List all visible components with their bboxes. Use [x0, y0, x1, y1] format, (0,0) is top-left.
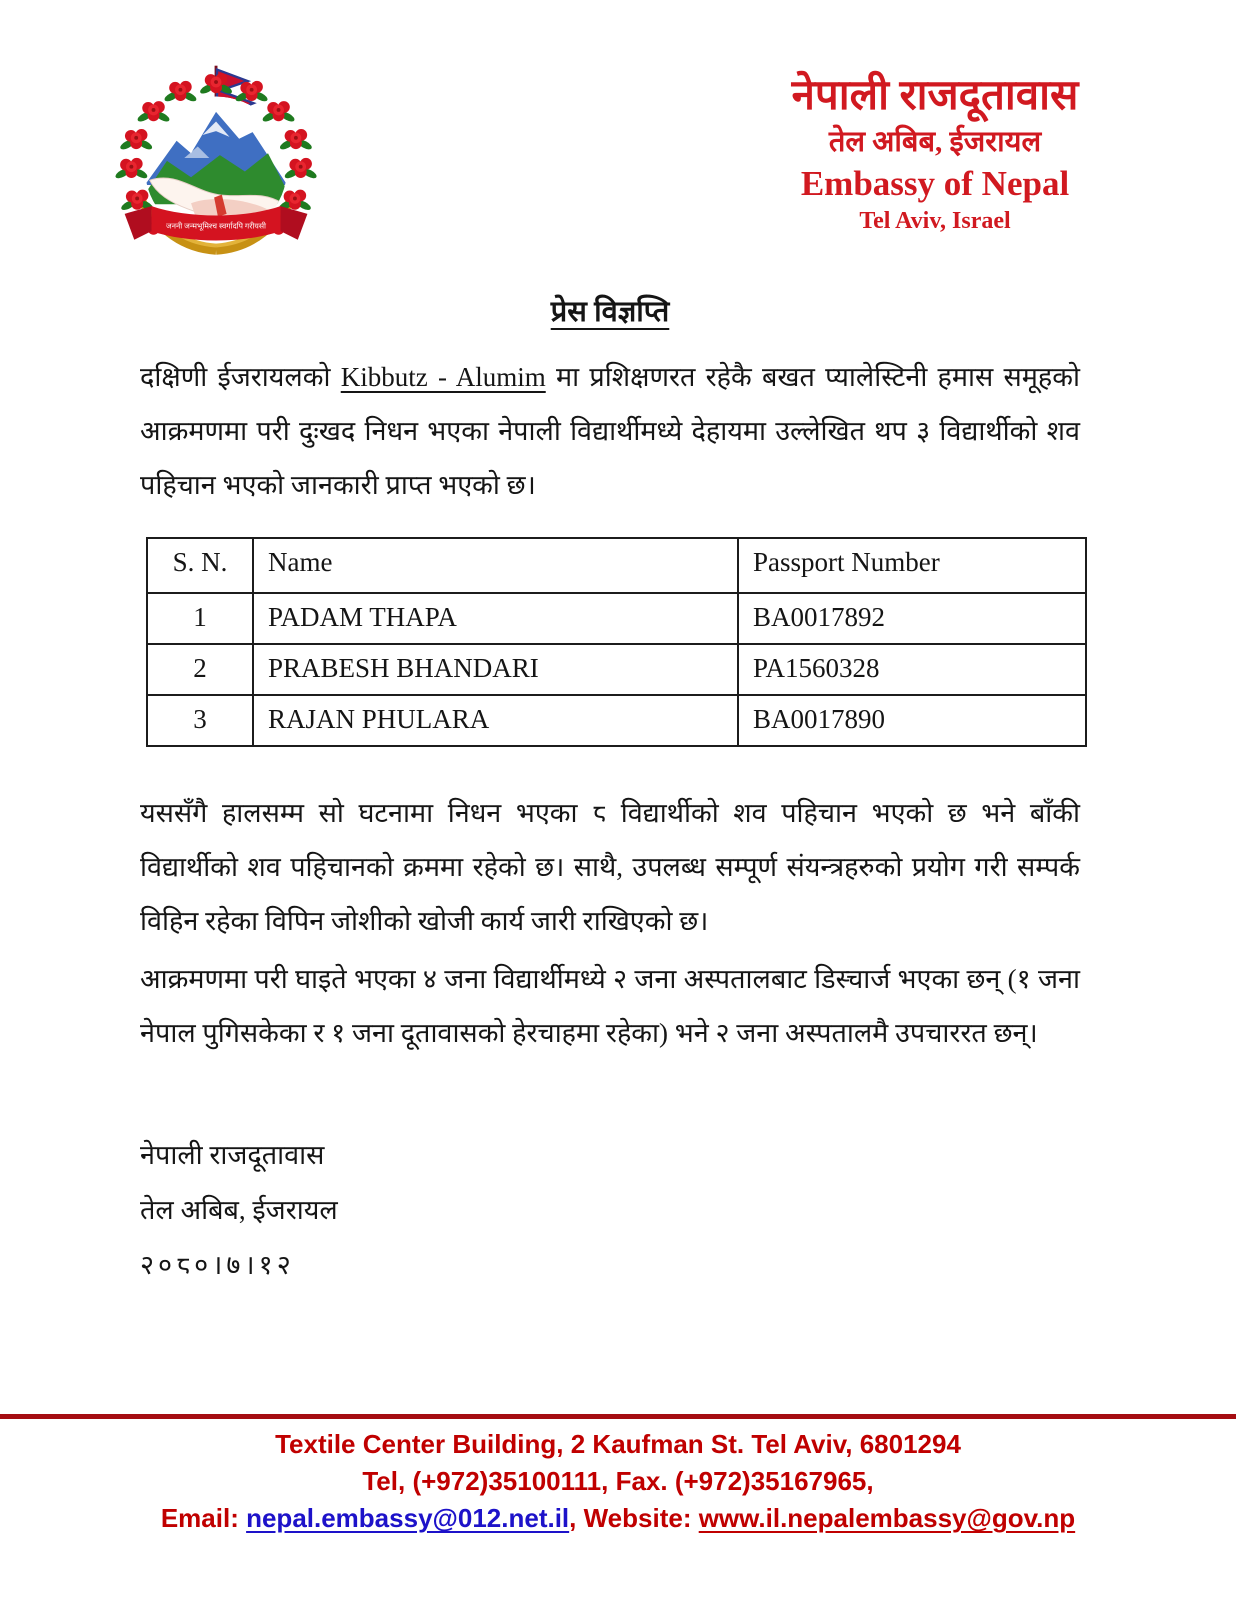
cell-passport: BA0017890	[738, 695, 1086, 746]
signature-date: २०८०।७।१२	[140, 1250, 295, 1280]
cell-sn: 3	[147, 695, 253, 746]
embassy-name-nepali: नेपाली राजदूतावास	[791, 73, 1079, 119]
casualty-table	[146, 537, 1087, 747]
table-row	[147, 695, 1086, 746]
table-row	[147, 644, 1086, 695]
paragraph-injured-update: आक्रमणमा परी घाइते भएका ४ जना विद्यार्थीमध्ये २ जना अस्पतालबाट डिस्चार्ज भएका छन् (१ जना नेपाल पुगिसकेका र १ जना दूतावासको हेरचाहमा रहेका) भने २ जना अस्पतालमै उपचाररत छन्।	[140, 964, 1080, 1048]
cell-name: PADAM THAPA	[253, 593, 738, 644]
signature-org: नेपाली राजदूतावास	[140, 1140, 325, 1170]
kibbutz-alumim-underlined-text: Kibbutz - Alumim	[340, 362, 546, 392]
signature-block	[140, 1128, 338, 1293]
table-header-row	[147, 538, 1086, 593]
letterhead	[700, 70, 1170, 236]
signature-location: तेल अबिब, ईजरायल	[140, 1195, 338, 1225]
paragraph-1-text-before: दक्षिणी ईजरायलको	[140, 362, 341, 392]
cell-name: PRABESH BHANDARI	[253, 644, 738, 695]
cell-sn: 1	[147, 593, 253, 644]
cell-passport: BA0017892	[738, 593, 1086, 644]
website-link[interactable]: www.il.nepalembassy@gov.np	[698, 1503, 1076, 1533]
paragraph-status-update: यससँगै हालसम्म सो घटनामा निधन भएका ८ विद्यार्थीको शव पहिचान भएको छ भने बाँकी विद्यार्थीको शव पहिचानको क्रममा रहेको छ। साथै, उपलब्ध सम्पूर्ण संयन्त्रहरुको प्रयोग गरी सम्पर्क विहिन रहेका विपिन जोशीको खोजी कार्य जारी राखिएको छ।	[140, 798, 1080, 936]
column-header-passport: Passport Number	[738, 538, 1086, 593]
paragraph-1-text-after: मा प्रशिक्षणरत रहेकै बखत प्यालेस्टिनी हमास समूहको आक्रमणमा परी दुःखद निधन भएका नेपाली विद्यार्थीमध्ये देहायमा उल्लेखित थप ३ विद्यार्थीको शव पहिचान भएको जानकारी प्राप्त भएको छ।	[140, 362, 1081, 500]
emblem-motto-text: जननी जन्मभूमिश्च स्वर्गादपि गरीयसी	[166, 221, 267, 231]
document-title: प्रेस विज्ञप्ति	[550, 296, 670, 328]
table-row	[147, 593, 1086, 644]
cell-passport: PA1560328	[738, 644, 1086, 695]
embassy-name-english: Embassy of Nepal	[800, 164, 1070, 203]
footer	[0, 1426, 1236, 1537]
embassy-location-nepali: तेल अबिब, ईजरायल	[828, 126, 1042, 158]
website-label: , Website:	[569, 1503, 699, 1533]
nepal-emblem-logo	[96, 58, 338, 260]
paragraph-identification	[140, 350, 1080, 512]
cell-name: RAJAN PHULARA	[253, 695, 738, 746]
footer-address: Textile Center Building, 2 Kaufman St. Tel Aviv, 6801294	[275, 1429, 961, 1459]
footer-divider	[0, 1414, 1236, 1419]
footer-phone-fax: Tel, (+972)35100111, Fax. (+972)35167965,	[362, 1466, 874, 1496]
email-link[interactable]: nepal.embassy@012.net.il	[246, 1503, 570, 1533]
column-header-sn: S. N.	[147, 538, 253, 593]
column-header-name: Name	[253, 538, 738, 593]
footer-contact-line	[0, 1500, 1236, 1537]
cell-sn: 2	[147, 644, 253, 695]
embassy-location-english: Tel Aviv, Israel	[859, 208, 1011, 234]
email-label: Email:	[160, 1503, 247, 1533]
